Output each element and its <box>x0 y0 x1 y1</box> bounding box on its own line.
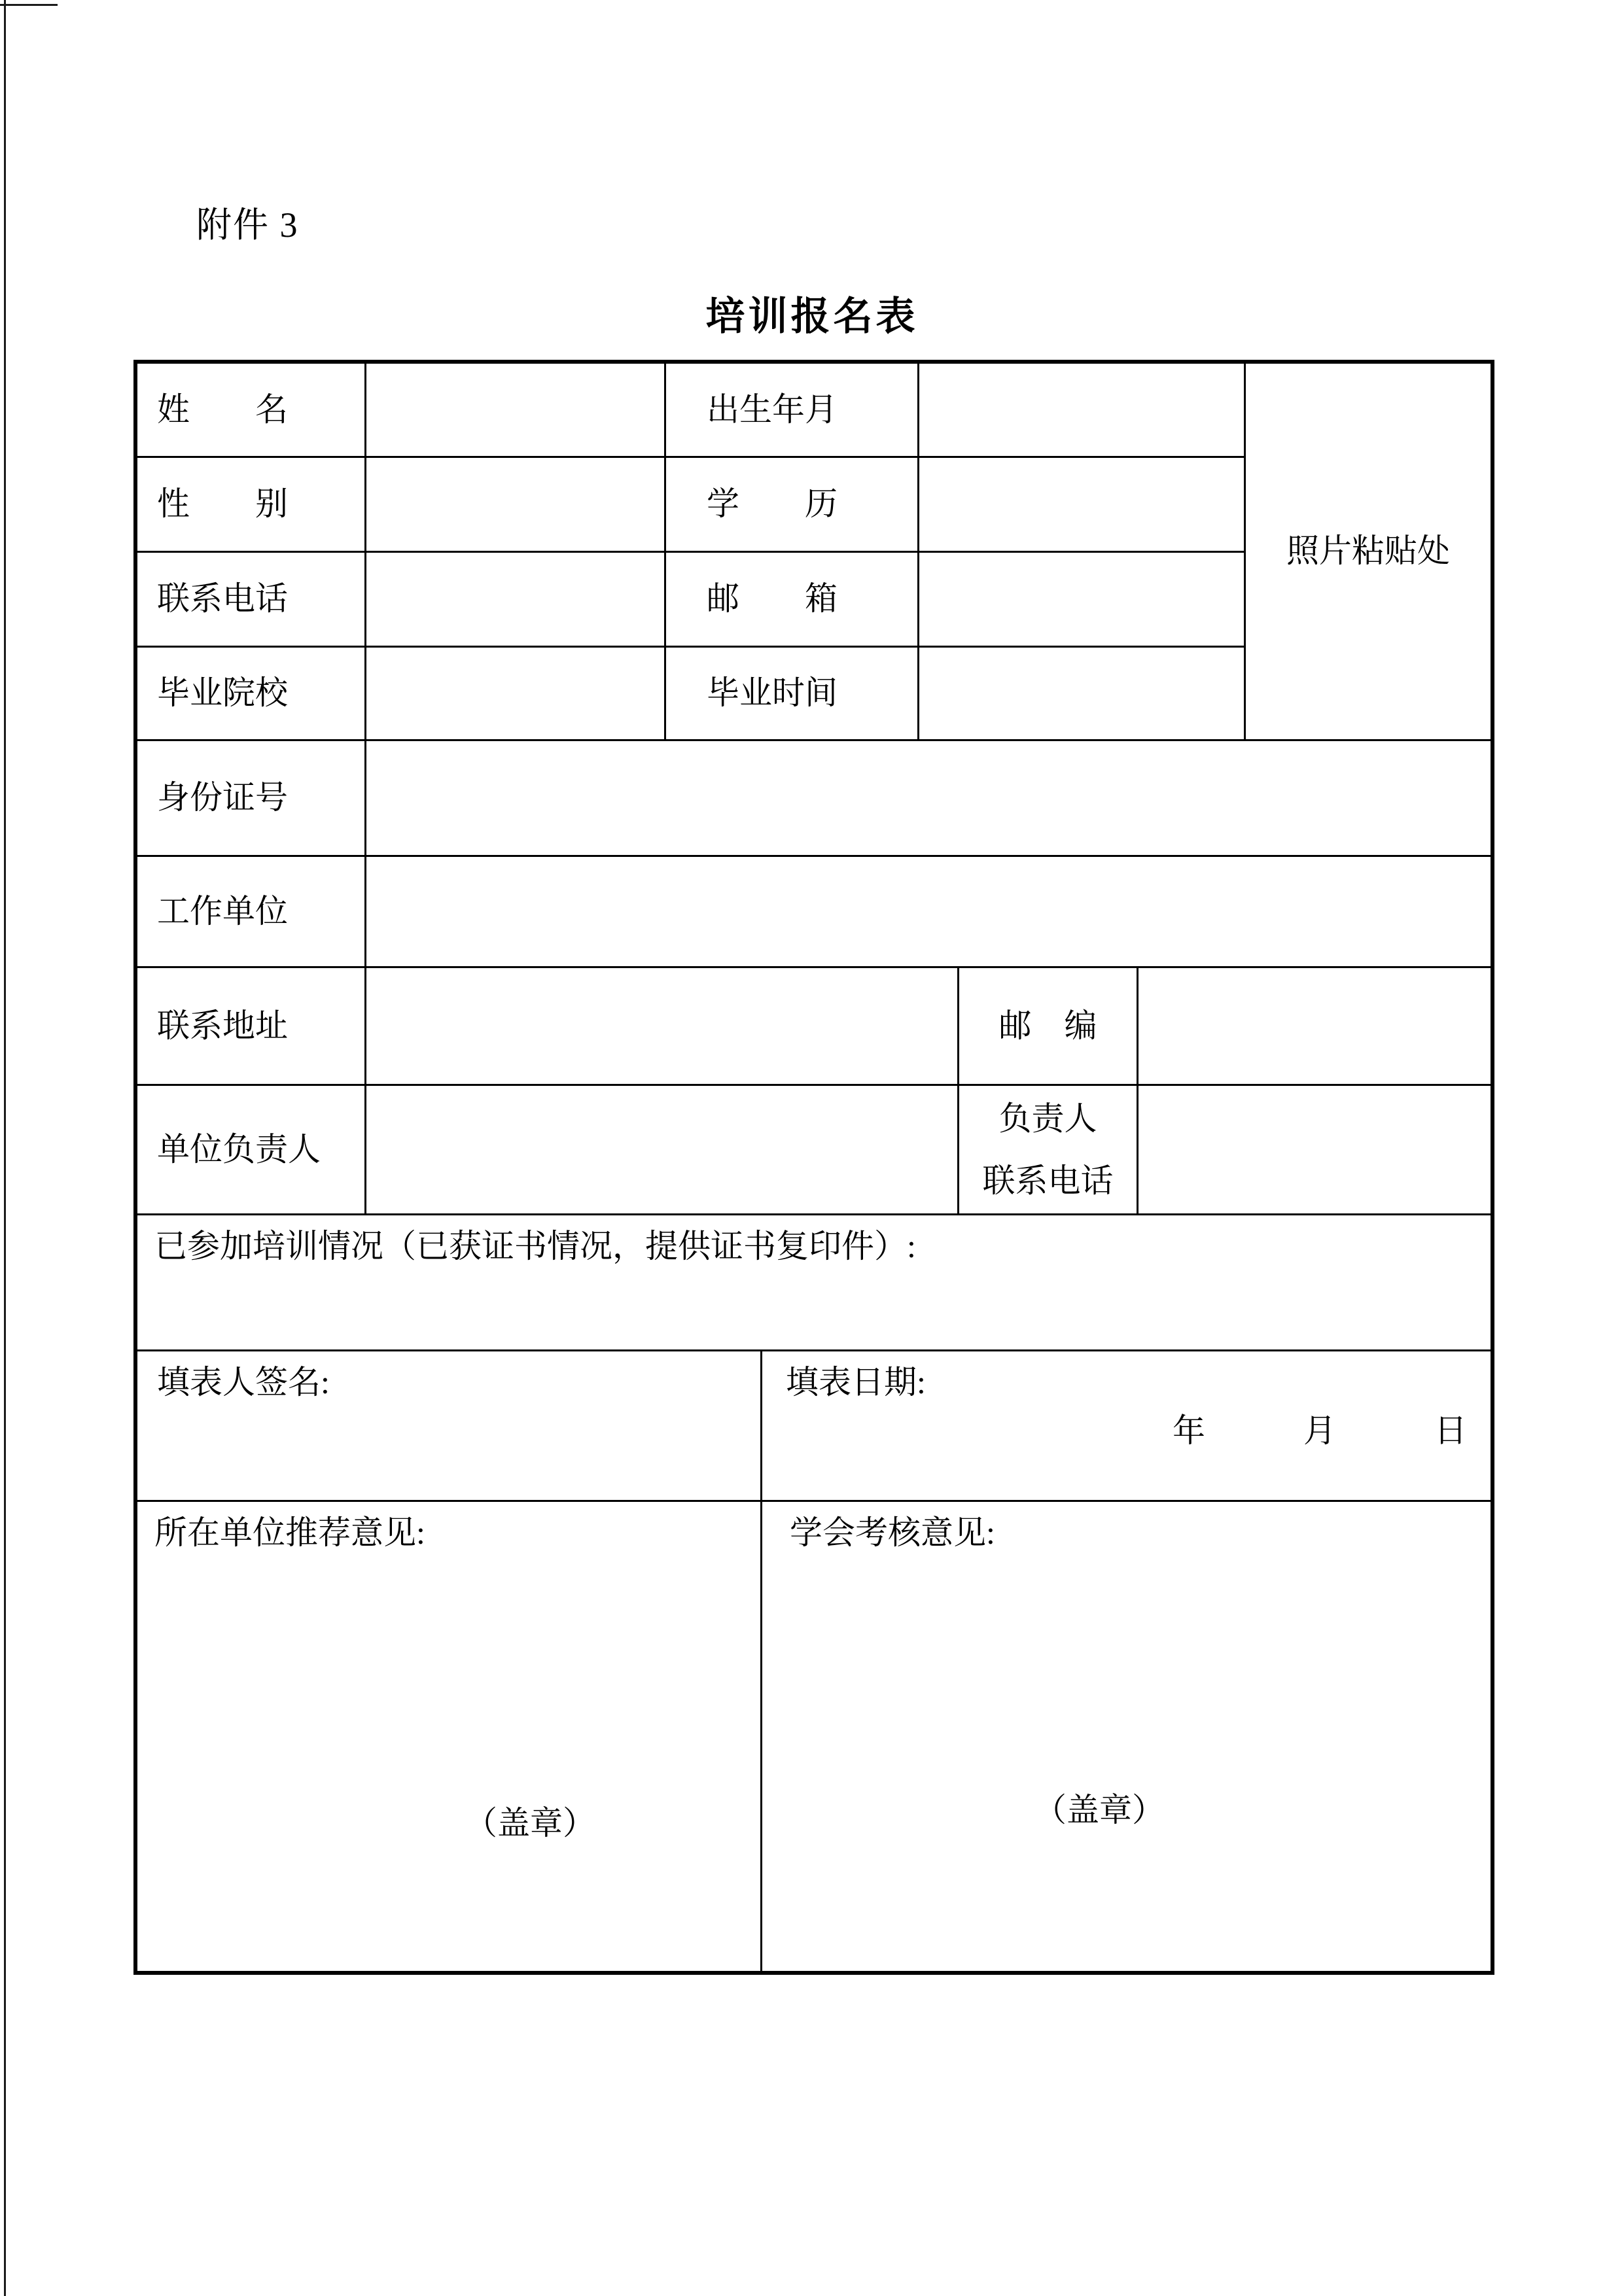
unit-head-label-cell <box>137 1086 366 1215</box>
phone-label-cell <box>137 553 366 648</box>
postcode-input-cell[interactable] <box>1139 968 1491 1086</box>
signer-cell[interactable] <box>137 1351 762 1502</box>
gender-input-cell[interactable] <box>366 458 666 553</box>
education-input-cell[interactable] <box>919 458 1246 553</box>
head-phone-label-cell <box>959 1086 1139 1215</box>
name-label-cell <box>137 364 366 458</box>
graduation-time-label: 毕业时间 <box>707 674 838 712</box>
name-label: 姓 名 <box>157 391 288 428</box>
address-label: 联系地址 <box>157 1007 288 1044</box>
training-history-label: 已参加培训情况（已获证书情况，提供证书复印件）: <box>154 1228 916 1264</box>
unit-opinion-label: 所在单位推荐意见: <box>154 1514 425 1551</box>
id-number-input-cell[interactable] <box>366 741 1491 857</box>
society-opinion-seal-label: （盖章） <box>1034 1792 1165 1828</box>
unit-opinion-seal-label: （盖章） <box>465 1805 595 1841</box>
registration-table <box>133 360 1494 1975</box>
gender-label: 性 别 <box>157 485 288 523</box>
address-input-cell[interactable] <box>366 968 959 1086</box>
work-unit-label-cell <box>137 857 366 968</box>
postcode-label: 邮 编 <box>998 1007 1097 1044</box>
society-opinion-label: 学会考核意见: <box>790 1514 995 1551</box>
page-title: 培训报名表 <box>705 295 919 338</box>
attachment-label: 附件 3 <box>196 205 299 245</box>
phone-input-cell[interactable] <box>366 553 666 648</box>
unit-opinion-cell[interactable] <box>137 1502 762 1971</box>
education-label-cell <box>666 458 919 553</box>
training-history-cell[interactable] <box>137 1215 1491 1351</box>
fill-date-cell[interactable] <box>762 1351 1491 1502</box>
date-blank-line: 年 月 日 <box>1173 1412 1467 1449</box>
work-unit-input-cell[interactable] <box>366 857 1491 968</box>
unit-head-input-cell[interactable] <box>366 1086 959 1215</box>
id-number-label: 身份证号 <box>157 779 288 816</box>
scan-artifact-top-edge <box>0 4 58 6</box>
email-input-cell[interactable] <box>919 553 1246 648</box>
head-phone-input-cell[interactable] <box>1139 1086 1491 1215</box>
work-unit-label: 工作单位 <box>157 892 288 930</box>
head-phone-label-line2: 联系电话 <box>982 1162 1114 1199</box>
postcode-label-cell <box>959 968 1139 1086</box>
scan-artifact-left-edge <box>4 0 6 2296</box>
unit-head-label: 单位负责人 <box>157 1130 321 1168</box>
email-label-cell <box>666 553 919 648</box>
head-phone-label-line1: 负责人 <box>998 1100 1097 1137</box>
photo-paste-label: 照片粘贴处 <box>1286 532 1450 570</box>
birth-date-label-cell <box>666 364 919 458</box>
signer-label: 填表人签名: <box>157 1364 330 1400</box>
birth-date-label: 出生年月 <box>707 391 838 428</box>
name-input-cell[interactable] <box>366 364 666 458</box>
education-label: 学 历 <box>707 485 838 523</box>
address-label-cell <box>137 968 366 1086</box>
society-opinion-cell[interactable] <box>762 1502 1491 1971</box>
school-label: 毕业院校 <box>157 674 288 712</box>
id-number-label-cell <box>137 741 366 857</box>
graduation-time-input-cell[interactable] <box>919 648 1246 741</box>
phone-label: 联系电话 <box>157 580 288 617</box>
graduation-time-label-cell <box>666 648 919 741</box>
school-input-cell[interactable] <box>366 648 666 741</box>
email-label: 邮 箱 <box>707 580 838 617</box>
fill-date-label: 填表日期: <box>786 1364 926 1400</box>
birth-date-input-cell[interactable] <box>919 364 1246 458</box>
photo-paste-area[interactable] <box>1246 364 1491 741</box>
school-label-cell <box>137 648 366 741</box>
gender-label-cell <box>137 458 366 553</box>
